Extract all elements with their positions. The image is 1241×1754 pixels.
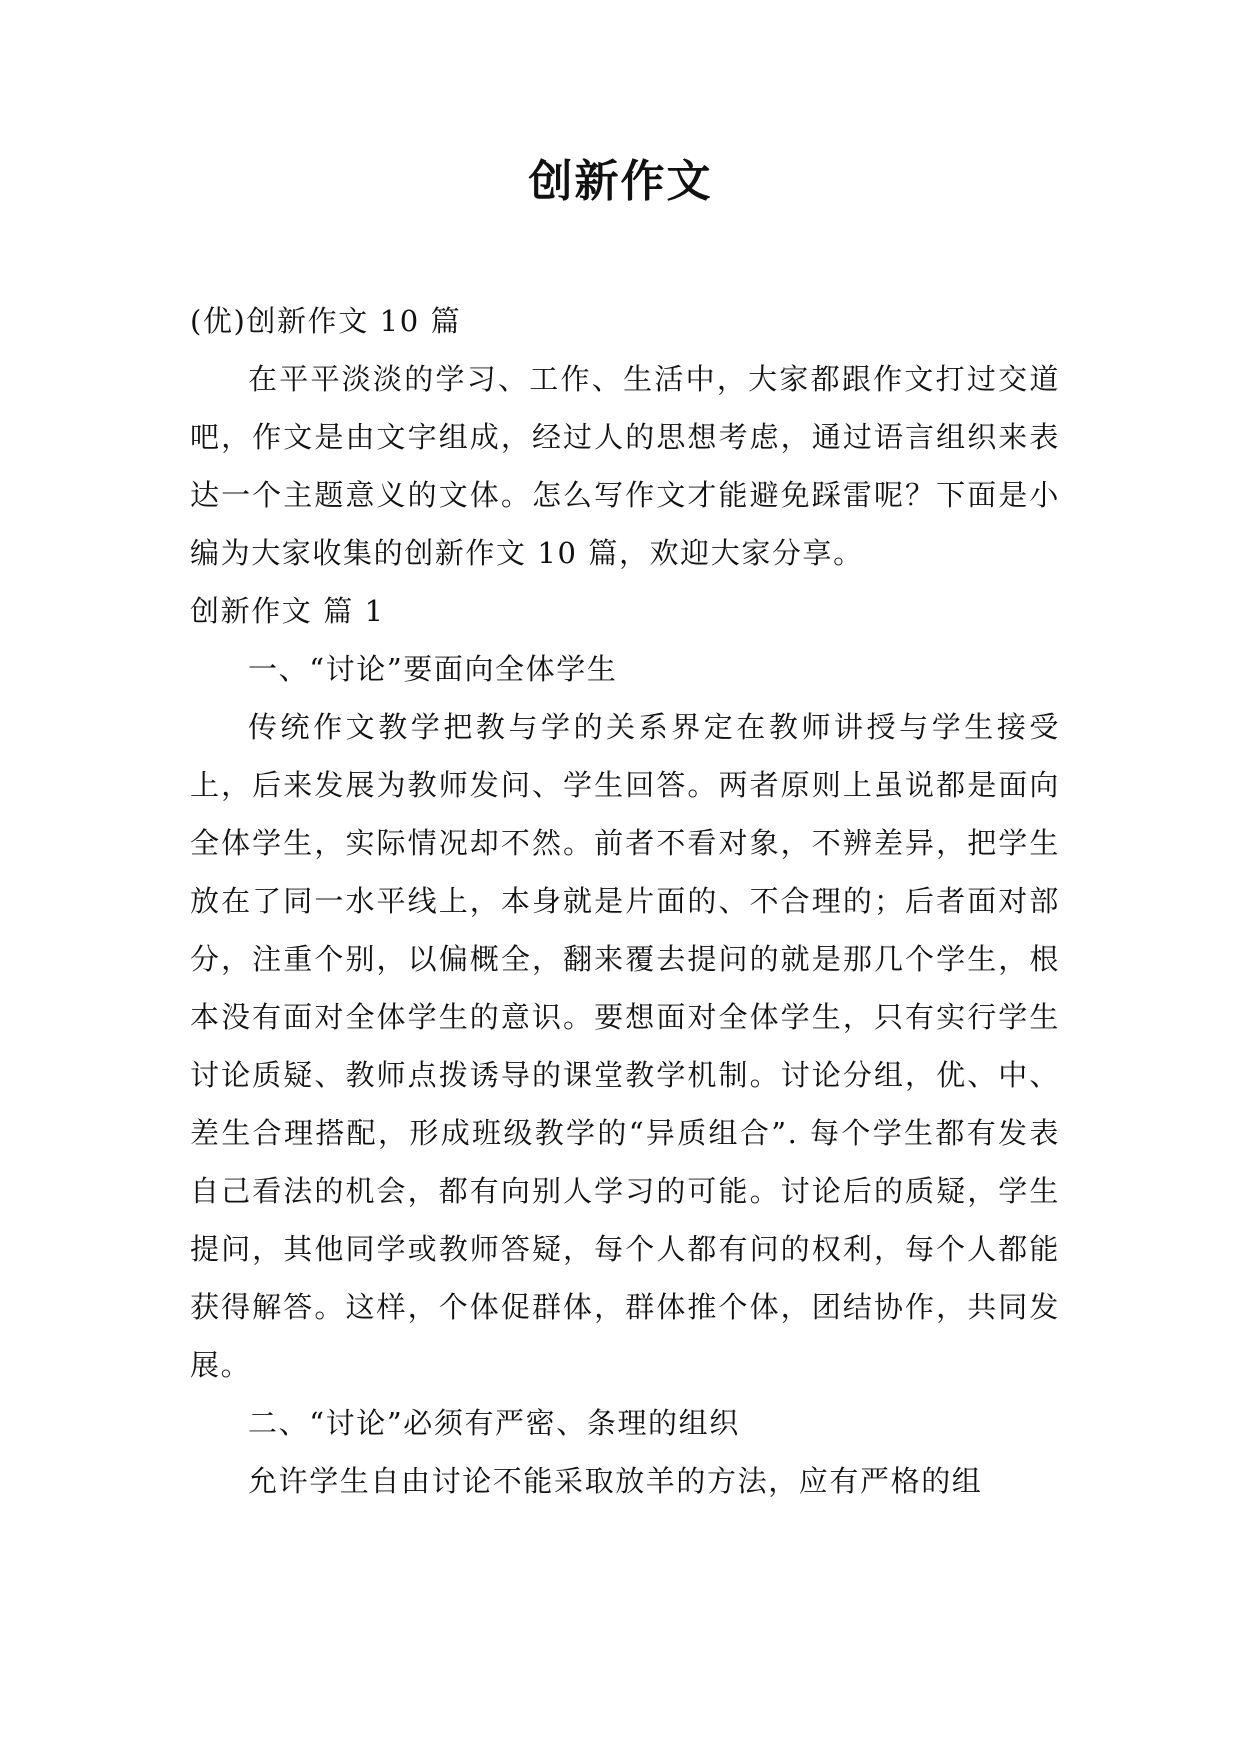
subtitle-line: (优)创新作文 10 篇 (190, 304, 462, 338)
intro-paragraph: 在平平淡淡的学习、工作、生活中，大家都跟作文打过交道吧，作文是由文字组成，经过人的思想考虑，通过语言组织来表达一个主题意义的文体。怎么写作文才能避免踩雷呢？下面是小编为大家收集的创新作文 10 篇，欢迎大家分享。 (190, 362, 1060, 570)
section-heading: 创新作文 篇 1 (190, 594, 385, 628)
body-paragraph-2: 允许学生自由讨论不能采取放羊的方法，应有严格的组 (248, 1464, 983, 1498)
document-body (190, 292, 1060, 1510)
subheading-1: 一、“讨论”要面向全体学生 (248, 652, 618, 686)
subheading-2: 二、“讨论”必须有严密、条理的组织 (248, 1406, 740, 1440)
body-paragraph-1: 传统作文教学把教与学的关系界定在教师讲授与学生接受上，后来发展为教师发问、学生回答。两者原则上虽说都是面向全体学生，实际情况却不然。前者不看对象，不辨差异，把学生放在了同一水平线上，本身就是片面的、不合理的；后者面对部分，注重个别，以偏概全，翻来覆去提问的就是那几个学生，根本没有面对全体学生的意识。要想面对全体学生，只有实行学生讨论质疑、教师点拨诱导的课堂教学机制。讨论分组，优、中、差生合理搭配，形成班级教学的“异质组合”. 每个学生都有发表自己看法的机会，都有向别人学习的可能。讨论后的质疑，学生提问，其他同学或教师答疑，每个人都有问的权利，每个人都能获得解答。这样，个体促群体，群体推个体，团结协作，共同发展。 (190, 710, 1060, 1382)
document-title: 创新作文 (528, 156, 713, 207)
